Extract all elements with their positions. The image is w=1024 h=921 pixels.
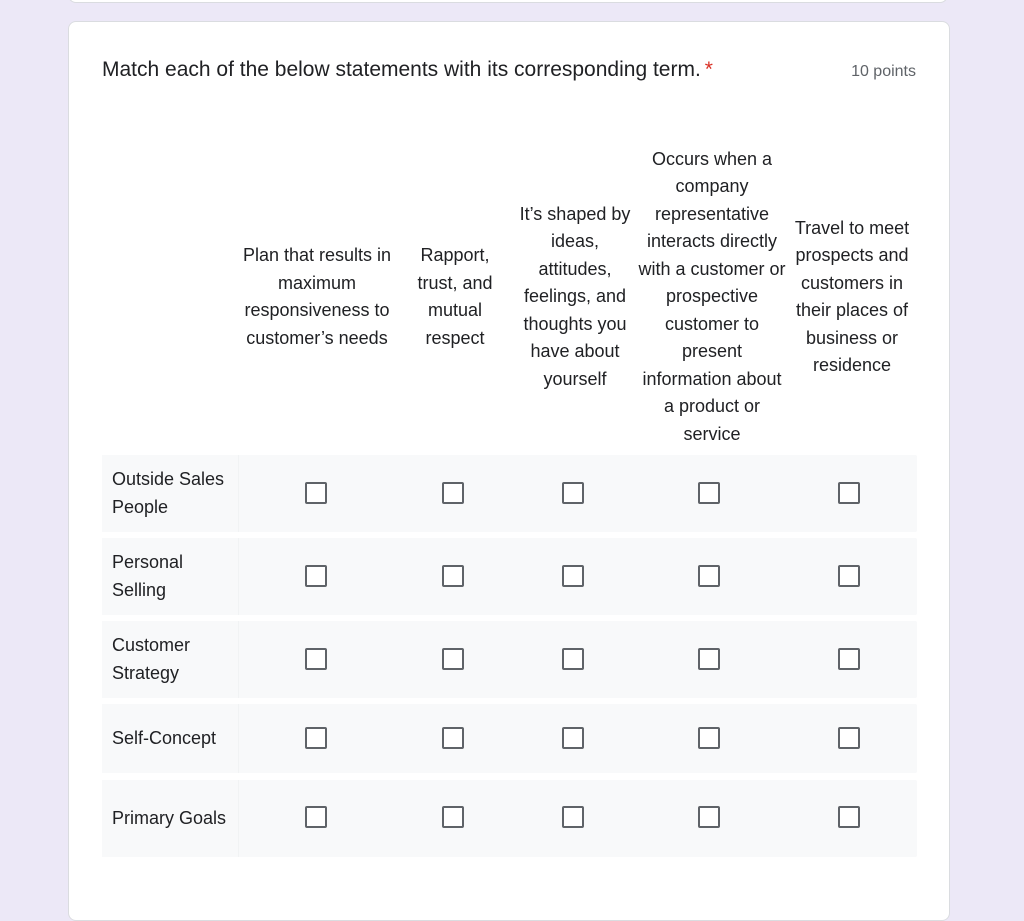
column-header-3 xyxy=(516,118,634,476)
column-header-5 xyxy=(790,118,914,476)
column-header-1 xyxy=(242,118,392,476)
checkbox-r3-c3[interactable] xyxy=(562,648,584,670)
row-label: Outside Sales People xyxy=(112,469,225,517)
row-label: Primary Goals xyxy=(112,807,227,828)
checkbox-r5-c1[interactable] xyxy=(305,806,327,828)
question-title-text: Match each of the below statements with its corresponding term. xyxy=(102,58,701,81)
checkbox-r1-c5[interactable] xyxy=(838,482,860,504)
question-header xyxy=(102,58,916,82)
checkbox-r5-c5[interactable] xyxy=(838,806,860,828)
checkbox-r2-c1[interactable] xyxy=(305,565,327,587)
row-label: Customer Strategy xyxy=(112,635,191,683)
checkbox-r3-c5[interactable] xyxy=(838,648,860,670)
checkbox-r4-c5[interactable] xyxy=(838,727,860,749)
checkbox-r1-c4[interactable] xyxy=(698,482,720,504)
checkbox-r5-c2[interactable] xyxy=(442,806,464,828)
checkbox-r1-c3[interactable] xyxy=(562,482,584,504)
checkbox-r2-c2[interactable] xyxy=(442,565,464,587)
column-header-label: Occurs when a company representative interacts directly with a customer or prospective customer to present information about a product or service xyxy=(638,148,786,444)
question-points: 10 points xyxy=(851,63,916,80)
checkbox-r3-c4[interactable] xyxy=(698,648,720,670)
checkbox-r2-c4[interactable] xyxy=(698,565,720,587)
checkbox-r1-c2[interactable] xyxy=(442,482,464,504)
checkbox-r5-c4[interactable] xyxy=(698,806,720,828)
column-header-label: It’s shaped by ideas, attitudes, feelings, and thoughts you have about yourself xyxy=(519,203,631,389)
checkbox-r4-c3[interactable] xyxy=(562,727,584,749)
checkbox-r2-c3[interactable] xyxy=(562,565,584,587)
row-label: Self-Concept xyxy=(112,727,217,748)
column-header-label: Plan that results in maximum responsiveness to customer’s needs xyxy=(242,245,392,348)
question-title xyxy=(102,58,713,82)
row-label: Personal Selling xyxy=(112,552,184,600)
checkbox-r3-c2[interactable] xyxy=(442,648,464,670)
checkbox-r5-c3[interactable] xyxy=(562,806,584,828)
grid-row-outside-sales-people xyxy=(102,455,917,532)
checkbox-r4-c4[interactable] xyxy=(698,727,720,749)
grid-row-personal-selling xyxy=(102,538,917,615)
checkbox-r4-c1[interactable] xyxy=(305,727,327,749)
column-header-label: Rapport, trust, and mutual respect xyxy=(417,245,493,348)
checkbox-r3-c1[interactable] xyxy=(305,648,327,670)
grid-row-primary-goals xyxy=(102,780,917,857)
question-card xyxy=(68,21,950,921)
grid-row-self-concept xyxy=(102,704,917,773)
required-asterisk: * xyxy=(704,58,713,81)
previous-question-card xyxy=(68,0,948,3)
column-header-label: Travel to meet prospects and customers in their places of business or residence xyxy=(794,217,910,375)
checkbox-r4-c2[interactable] xyxy=(442,727,464,749)
grid-row-customer-strategy xyxy=(102,621,917,698)
grid-column-headers xyxy=(102,118,917,476)
column-header-2 xyxy=(410,118,500,476)
column-header-4 xyxy=(638,118,786,476)
checkbox-r2-c5[interactable] xyxy=(838,565,860,587)
checkbox-r1-c1[interactable] xyxy=(305,482,327,504)
